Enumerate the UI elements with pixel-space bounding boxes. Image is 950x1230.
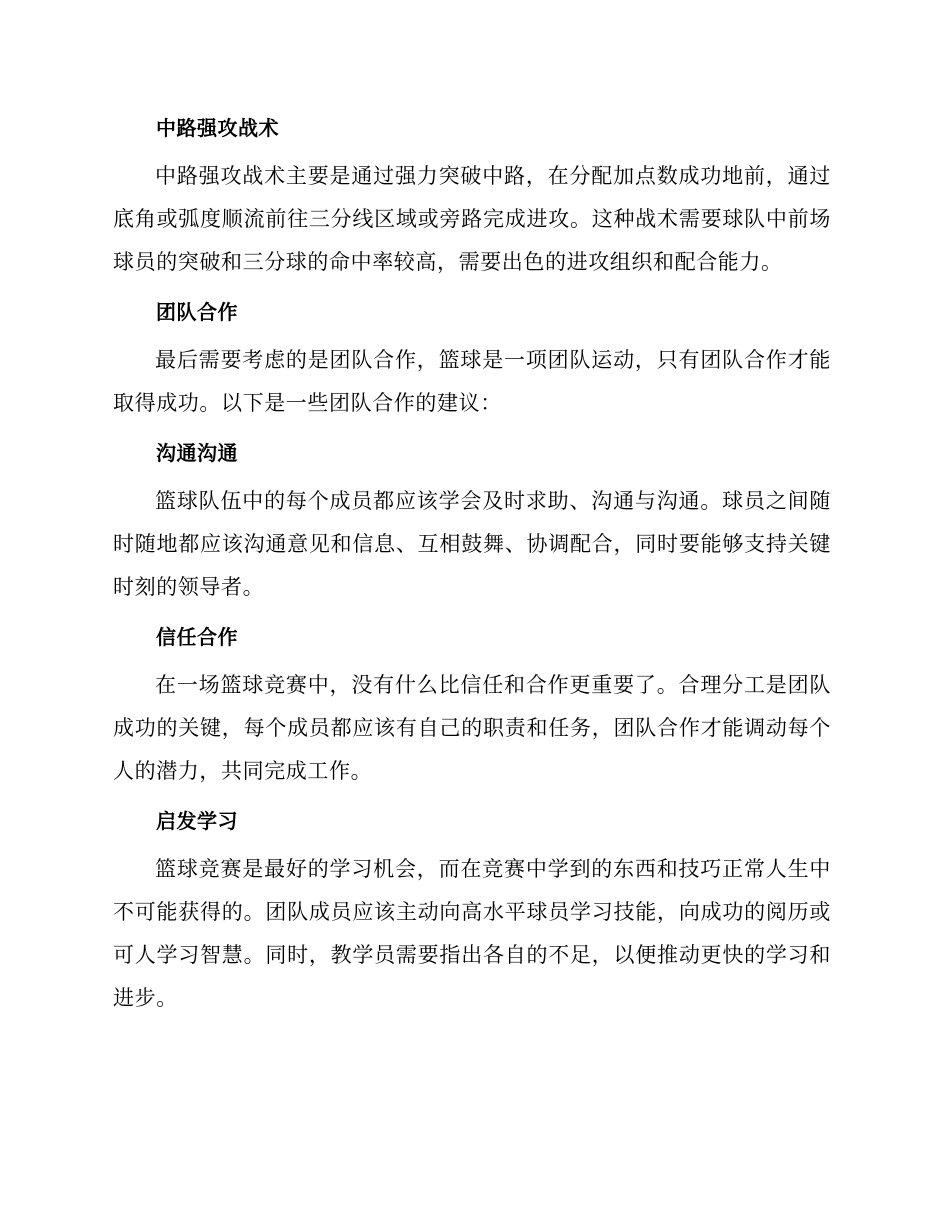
section-heading: 启发学习	[156, 809, 238, 833]
section-communication	[113, 438, 831, 609]
section-trust	[113, 622, 831, 793]
section-paragraph: 篮球竞赛是最好的学习机会，而在竞赛中学到的东西和技巧正常人生中不可能获得的。团队成员应该主动向高水平球员学习技能，向成功的阅历或可人学习智慧。同时，教学员需要指出各自的不足，以便推动更快的学习和进步。	[113, 857, 831, 1010]
section-learning	[113, 806, 831, 1020]
section-paragraph: 在一场篮球竞赛中，没有什么比信任和合作更重要了。合理分工是团队成功的关键，每个成员都应该有自己的职责和任务，团队合作才能调动每个人的潜力，共同完成工作。	[113, 673, 831, 783]
section-heading: 信任合作	[156, 625, 238, 649]
section-paragraph: 最后需要考虑的是团队合作，篮球是一项团队运动，只有团队合作才能取得成功。以下是一些团队合作的建议：	[113, 348, 831, 415]
document-page	[113, 100, 831, 1030]
section-paragraph: 中路强攻战术主要是通过强力突破中路，在分配加点数成功地前，通过底角或弧度顺流前往三分线区域或旁路完成进攻。这种战术需要球队中前场球员的突破和三分球的命中率较高，需要出色的进攻组织和配合能力。	[113, 164, 831, 274]
section-midrange-attack	[113, 113, 831, 284]
section-paragraph: 篮球队伍中的每个成员都应该学会及时求助、沟通与沟通。球员之间随时随地都应该沟通意见和信息、互相鼓舞、协调配合，同时要能够支持关键时刻的领导者。	[113, 489, 831, 599]
section-teamwork	[113, 297, 831, 425]
section-heading: 中路强攻战术	[156, 116, 279, 140]
section-heading: 团队合作	[156, 300, 238, 324]
section-heading: 沟通沟通	[156, 441, 238, 465]
